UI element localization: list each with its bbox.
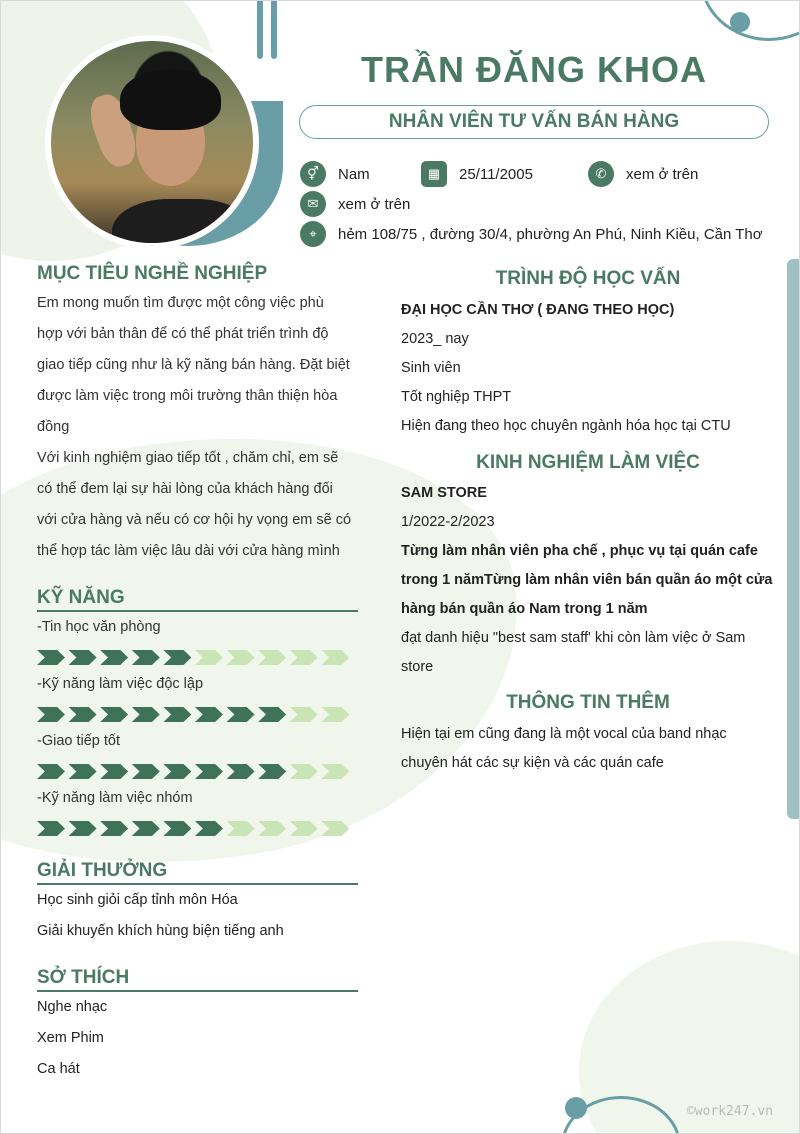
skill-level-bar — [37, 707, 353, 722]
skill-chevron-empty — [290, 764, 318, 779]
job-title: NHÂN VIÊN TƯ VẤN BÁN HÀNG — [299, 105, 769, 139]
skill-level-bar — [37, 821, 353, 836]
experience-desc: hàng bán quần áo Nam trong 1 năm — [401, 601, 648, 617]
skills-title: KỸ NĂNG — [37, 587, 125, 608]
education-degree: Tốt nghiệp THPT — [401, 389, 512, 405]
experience-desc: Từng làm nhân viên pha chế , phục vụ tại quán cafe — [401, 543, 758, 559]
skill-chevron-filled — [132, 821, 160, 836]
address-value: hẻm 108/75 , đường 30/4, phường An Phú, Ninh Kiều, Cần Thơ — [338, 225, 763, 243]
skill-chevron-empty — [290, 707, 318, 722]
contact-gender — [300, 161, 370, 187]
watermark: ©work247.vn — [686, 1104, 773, 1119]
school-name: ĐẠI HỌC CẦN THƠ ( ĐANG THEO HỌC) — [401, 302, 675, 318]
location-pin-icon: ⌖ — [300, 221, 326, 247]
gender-value: Nam — [338, 165, 370, 183]
skill-chevron-filled — [195, 764, 223, 779]
skill-chevron-filled — [163, 821, 191, 836]
section-divider — [37, 610, 358, 612]
decor-dot — [730, 12, 750, 32]
experience-period: 1/2022-2/2023 — [401, 514, 495, 530]
skill-chevron-filled — [163, 764, 191, 779]
skill-chevron-filled — [163, 707, 191, 722]
skill-chevron-filled — [37, 650, 65, 665]
skill-label: -Giao tiếp tốt — [37, 733, 121, 749]
section-divider — [37, 883, 358, 885]
skill-chevron-filled — [132, 764, 160, 779]
skill-chevron-filled — [37, 707, 65, 722]
contact-phone — [588, 161, 698, 187]
hobby-item: Nghe nhạc — [37, 999, 108, 1015]
skill-label: -Tin học văn phòng — [37, 619, 161, 635]
contact-address — [300, 221, 763, 247]
skill-chevron-filled — [195, 707, 223, 722]
skill-chevron-filled — [163, 650, 191, 665]
skill-chevron-filled — [37, 821, 65, 836]
skill-chevron-filled — [258, 707, 286, 722]
hobbies-title: SỞ THÍCH — [37, 967, 130, 988]
extra-info-title: THÔNG TIN THÊM — [506, 692, 670, 713]
mail-icon: ✉ — [300, 191, 326, 217]
extra-info-text: chuyên hát các sự kiện và các quán cafe — [401, 755, 664, 771]
phone-icon: ✆ — [588, 161, 614, 187]
section-divider — [37, 990, 358, 992]
email-value: xem ở trên — [338, 195, 411, 213]
skill-chevron-filled — [227, 764, 255, 779]
decor-bar — [257, 1, 263, 59]
objective-text: Em mong muốn tìm được một công việc phù hợp với bản thân để có thể phát triển trình độ giao tiếp cũng như là kỹ năng bán hàng. Đặt biệt được làm việc trong môi trường thân thiện hòa đồng Với kinh nghiệm giao tiếp tốt , chăm chỉ, em sẽ có thể đem lại sự hài lòng của khách hàng đối với cửa hàng và nếu có cơ hội hy vọng em sẽ có thể hợp tác làm việc lâu dài với cửa hàng mình — [37, 295, 352, 559]
skill-chevron-empty — [227, 821, 255, 836]
skill-chevron-filled — [69, 707, 97, 722]
skill-chevron-filled — [100, 821, 128, 836]
skill-chevron-empty — [227, 650, 255, 665]
awards-title: GIẢI THƯỞNG — [37, 860, 168, 881]
skill-label: -Kỹ năng làm việc độc lập — [37, 676, 204, 692]
skill-chevron-filled — [227, 707, 255, 722]
skill-chevron-filled — [69, 764, 97, 779]
decor-bar — [271, 1, 277, 59]
objective-title: MỤC TIÊU NGHỀ NGHIỆP — [37, 263, 268, 284]
education-period: 2023_ nay — [401, 331, 469, 347]
calendar-icon: ▦ — [421, 161, 447, 187]
decor-side-bar — [787, 259, 799, 819]
candidate-name: TRẦN ĐĂNG KHOA — [361, 49, 707, 90]
contact-birthday — [421, 161, 533, 187]
skill-chevron-empty — [321, 821, 349, 836]
hobby-item: Ca hát — [37, 1061, 80, 1077]
skill-chevron-empty — [321, 650, 349, 665]
skill-chevron-filled — [100, 707, 128, 722]
skill-chevron-filled — [132, 707, 160, 722]
avatar — [45, 35, 259, 249]
education-status: Sinh viên — [401, 360, 461, 376]
skill-chevron-filled — [258, 764, 286, 779]
skill-chevron-filled — [195, 821, 223, 836]
education-title: TRÌNH ĐỘ HỌC VẤN — [495, 268, 681, 289]
skill-level-bar — [37, 764, 353, 779]
skill-chevron-empty — [290, 821, 318, 836]
skill-chevron-filled — [69, 650, 97, 665]
birthday-value: 25/11/2005 — [459, 165, 533, 183]
skill-label: -Kỹ năng làm việc nhóm — [37, 790, 193, 806]
skill-chevron-filled — [132, 650, 160, 665]
decor-dot — [565, 1097, 587, 1119]
skill-chevron-filled — [37, 764, 65, 779]
extra-info-text: Hiện tại em cũng đang là một vocal của band nhạc — [401, 726, 727, 742]
experience-achievement: đạt danh hiệu "best sam staff' khi còn làm việc ở Sam — [401, 630, 746, 646]
skill-chevron-empty — [258, 821, 286, 836]
award-item: Học sinh giỏi cấp tỉnh môn Hóa — [37, 892, 238, 908]
skill-chevron-empty — [321, 764, 349, 779]
skill-level-bar — [37, 650, 353, 665]
education-note: Hiện đang theo học chuyên ngành hóa học tại CTU — [401, 418, 731, 434]
award-item: Giải khuyến khích hùng biện tiếng anh — [37, 923, 284, 939]
experience-achievement: store — [401, 659, 434, 675]
skill-chevron-empty — [258, 650, 286, 665]
skill-chevron-empty — [290, 650, 318, 665]
hobby-item: Xem Phim — [37, 1030, 104, 1046]
phone-value: xem ở trên — [626, 165, 699, 183]
experience-desc: trong 1 nămTừng làm nhân viên bán quần áo một cửa — [401, 572, 773, 588]
skill-chevron-filled — [100, 764, 128, 779]
skill-chevron-filled — [100, 650, 128, 665]
skill-chevron-empty — [321, 707, 349, 722]
experience-title: KINH NGHIỆM LÀM VIỆC — [476, 452, 700, 473]
skill-chevron-filled — [69, 821, 97, 836]
skill-chevron-empty — [195, 650, 223, 665]
contact-email — [300, 191, 410, 217]
company-name: SAM STORE — [401, 485, 487, 501]
gender-icon: ⚥ — [300, 161, 326, 187]
